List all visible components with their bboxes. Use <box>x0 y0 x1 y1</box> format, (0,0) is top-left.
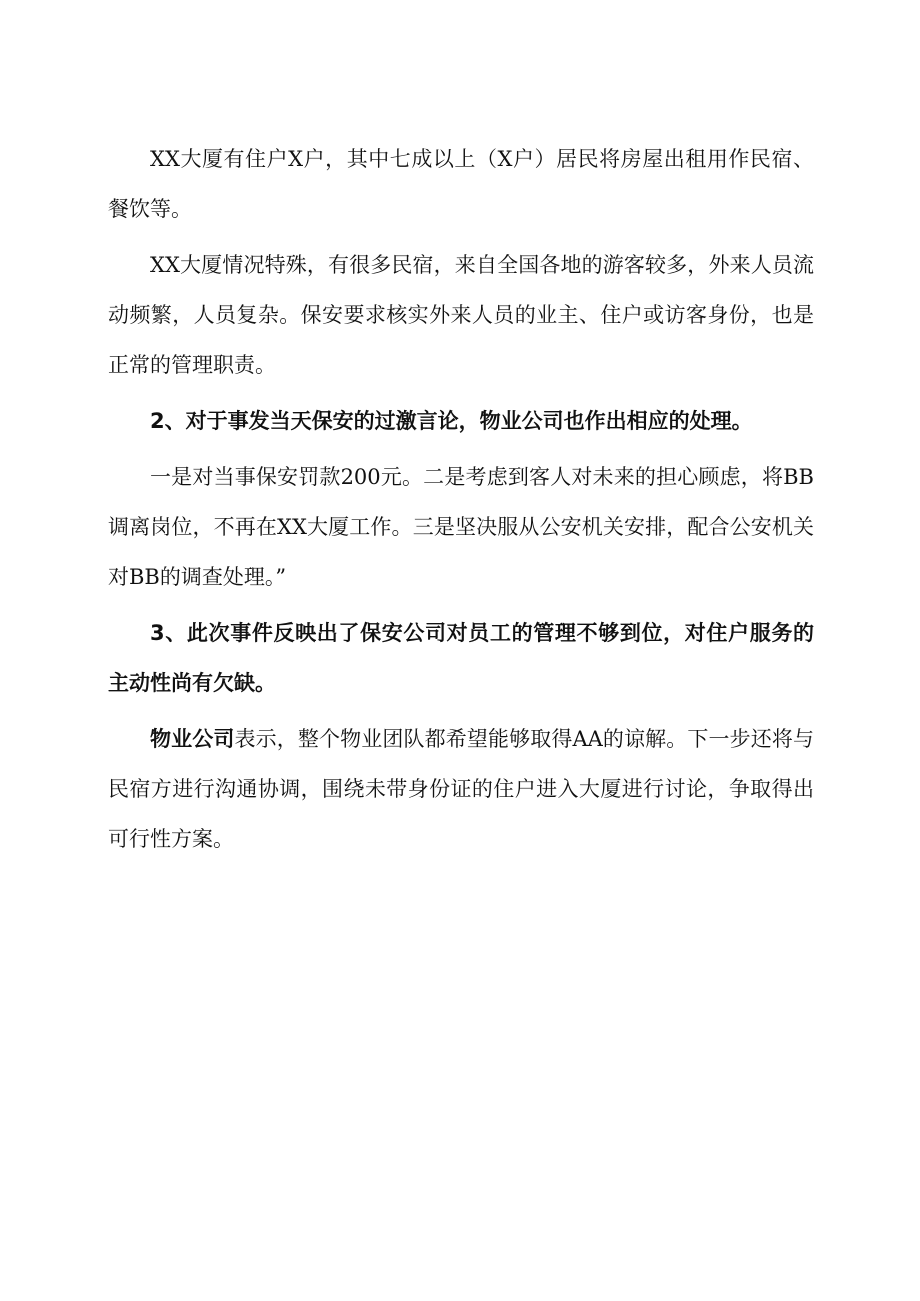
company-statement-text: 表示，整个物业团队都希望能够取得AA的谅解。下一步还将与民宿方进行沟通协调，围绕未带身份证的住户进入大厦进行讨论，争取得出可行性方案。 <box>108 727 814 851</box>
heading-point-3: 3、此次事件反映出了保安公司对员工的管理不够到位，对住户服务的主动性尚有欠缺。 <box>108 621 814 695</box>
paragraph-building-situation: XX大厦情况特殊，有很多民宿，来自全国各地的游客较多，外来人员流动频繁，人员复杂。保安要求核实外来人员的业主、住户或访客身份，也是正常的管理职责。 <box>108 253 814 377</box>
company-name-lead: 物业公司 <box>150 727 235 751</box>
document-body <box>108 134 814 870</box>
heading-point-2: 2、对于事发当天保安的过激言论，物业公司也作出相应的处理。 <box>150 409 753 433</box>
paragraph-handling-measures: 一是对当事保安罚款200元。二是考虑到客人对未来的担心顾虑，将BB调离岗位，不再在XX大厦工作。三是坚决服从公安机关安排，配合公安机关对BB的调查处理。” <box>108 465 814 589</box>
paragraph-company-statement <box>108 714 814 864</box>
paragraph-residents: XX大厦有住户X户，其中七成以上（X户）居民将房屋出租用作民宿、餐饮等。 <box>108 147 814 221</box>
